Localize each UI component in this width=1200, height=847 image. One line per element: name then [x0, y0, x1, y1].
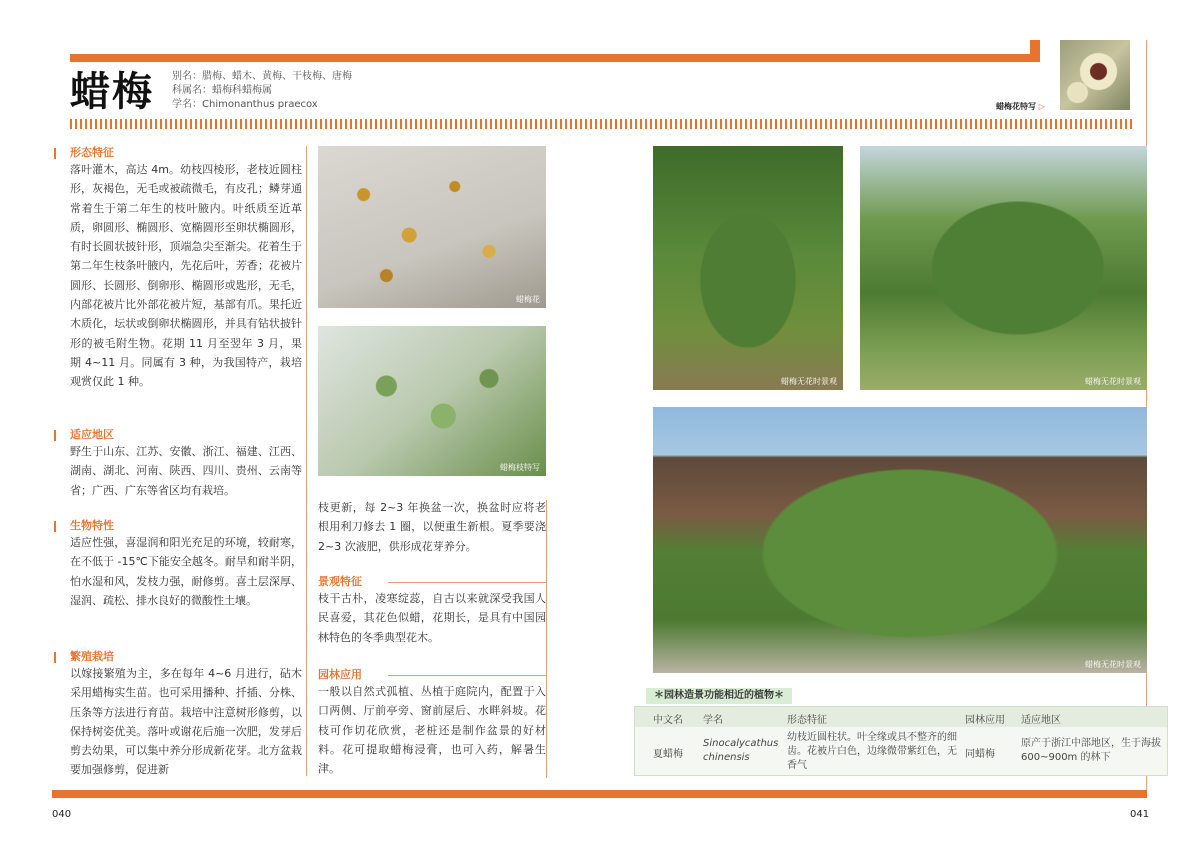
photo-wintersweet-flower	[318, 146, 546, 308]
page-number-right: 041	[1130, 809, 1150, 820]
section-body: 以嫁接繁殖为主，多在每年 4~6 月进行，砧木采用蜡梅实生苗。也可采用播种、扦插、分株、压条等方法进行育苗。栽培中注意树形修剪，以保持树姿优美。落叶或谢花后施一次肥，发芽后剪去幼果，可以集中养分形成新花芽。北方盆栽要加强修剪，促进新	[70, 667, 302, 777]
section-breed	[70, 650, 302, 780]
heading-rule	[388, 675, 546, 676]
section-body: 野生于山东、江苏、安徽、浙江、福建、江西、湖南、湖北、河南、陕西、四川、贵州、云南等省；广西、广东等省区均有栽培。	[70, 445, 302, 497]
section-garden	[318, 668, 546, 778]
page-number-left: 040	[52, 809, 72, 820]
table-cell-region: 原产于浙江中部地区，生于海拔 600~900m 的林下	[1021, 738, 1161, 763]
top-orange-bar	[70, 54, 1034, 62]
page-title: 蜡梅	[70, 69, 154, 115]
photo-caption: 蜡梅枝特写	[500, 463, 540, 472]
section-morph	[70, 146, 302, 392]
column-divider	[546, 500, 547, 778]
table-cell-name: 夏蜡梅	[653, 749, 683, 760]
heading-marker	[54, 430, 56, 441]
table-header: 适应地区	[1021, 715, 1061, 726]
section-heading: 生物特性	[70, 519, 302, 533]
breed-continued: 枝更新，每 2~3 年换盆一次，换盆时应将老根用利刀修去 1 圈，以便重生新根。夏季要浇 2~3 次液肥，供形成花芽养分。	[318, 501, 546, 553]
section-heading: 景观特征	[318, 575, 546, 589]
table-cell-sci: Sinocalycathus chinensis	[703, 738, 779, 763]
table-cell-morph: 幼枝近圆柱状。叶全缘或具不整齐的细齿。花被片白色，边缘微带紫红色，无香气	[787, 732, 957, 771]
heading-marker	[54, 148, 56, 159]
heading-marker	[54, 521, 56, 532]
table-header: 中文名	[653, 715, 683, 726]
caption-arrow-icon: ▷	[1038, 102, 1045, 111]
table-header: 学名	[703, 715, 723, 726]
photo-courtyard-landscape	[653, 407, 1147, 673]
table-header: 园林应用	[965, 715, 1005, 726]
flower-closeup-thumbnail	[1060, 40, 1130, 110]
table-title-tag: ＊园林造景功能相近的植物＊	[646, 688, 792, 704]
scientific-line: 学名：Chimonanthus praecox	[172, 99, 318, 110]
photo-caption: 蜡梅花	[516, 295, 540, 304]
similar-plants-table	[634, 706, 1168, 776]
section-region	[70, 428, 302, 500]
section-heading: 形态特征	[70, 146, 302, 160]
section-heading: 园林应用	[318, 668, 546, 682]
photo-caption: 蜡梅无花时景观	[781, 377, 837, 386]
section-body: 一般以自然式孤植、丛植于庭院内，配置于入口两侧、厅前亭旁、窗前屋后、水畔斜坡。花枝可作切花欣赏，老桩还是制作盆景的好材料。花可提取蜡梅浸膏，也可入药，解暑生津。	[318, 685, 546, 776]
photo-caption: 蜡梅无花时景观	[1085, 660, 1141, 669]
heading-rule	[388, 582, 546, 583]
section-body: 枝干古朴，凌寒绽蕊，自古以来就深受我国人民喜爱，其花色似蜡，花期长，是具有中国园林特色的冬季典型花木。	[318, 592, 546, 644]
family-line: 科属名：蜡梅科蜡梅属	[172, 85, 272, 96]
tick-ruler	[70, 119, 1134, 129]
section-heading: 适应地区	[70, 428, 302, 442]
photo-wintersweet-branch	[318, 326, 546, 476]
section-view	[318, 575, 546, 647]
photo-shrub-landscape-2	[860, 146, 1147, 390]
top-bar-hook	[1030, 40, 1040, 62]
section-heading: 繁殖栽培	[70, 650, 302, 664]
column-divider	[306, 146, 307, 776]
plant-meta	[172, 70, 352, 112]
thumbnail-caption: 蜡梅花特写 ▷	[996, 102, 1045, 111]
section-body: 适应性强，喜湿润和阳光充足的环境，较耐寒，在不低于 -15℃下能安全越冬。耐旱和耐半阴，怕水湿和风，发枝力强，耐修剪。喜土层深厚、湿润、疏松、排水良好的微酸性土壤。	[70, 536, 302, 607]
table-cell-use: 同蜡梅	[965, 749, 995, 760]
bottom-orange-bar	[52, 790, 1147, 798]
heading-marker	[54, 652, 56, 663]
section-bio	[70, 519, 302, 610]
photo-caption: 蜡梅无花时景观	[1085, 377, 1141, 386]
section-body: 落叶灌木，高达 4m。幼枝四棱形，老枝近圆柱形，灰褐色，无毛或被疏微毛，有皮孔；鳞芽通常着生于第二年生的枝叶腋内。叶纸质至近革质，卵圆形、椭圆形、宽椭圆形至卵状椭圆形，有时长圆状披针形，顶端急尖至渐尖。花着生于第二年生枝条叶腋内，先花后叶，芳香；花被片圆形、长圆形、倒卵形、椭圆形或匙形，无毛，内部花被片比外部花被片短，基部有爪。果托近木质化，坛状或倒卵状椭圆形，并具有钻状披针形的被毛附生物。花期 11 月至翌年 3 月，果期 4~11 月。同属有 3 种，为我国特产，栽培观赏仅此 1 种。	[70, 163, 302, 389]
table-header: 形态特征	[787, 715, 827, 726]
photo-shrub-landscape-1	[653, 146, 843, 390]
alias-line: 别名：腊梅、蜡木、黄梅、干枝梅、唐梅	[172, 71, 352, 82]
